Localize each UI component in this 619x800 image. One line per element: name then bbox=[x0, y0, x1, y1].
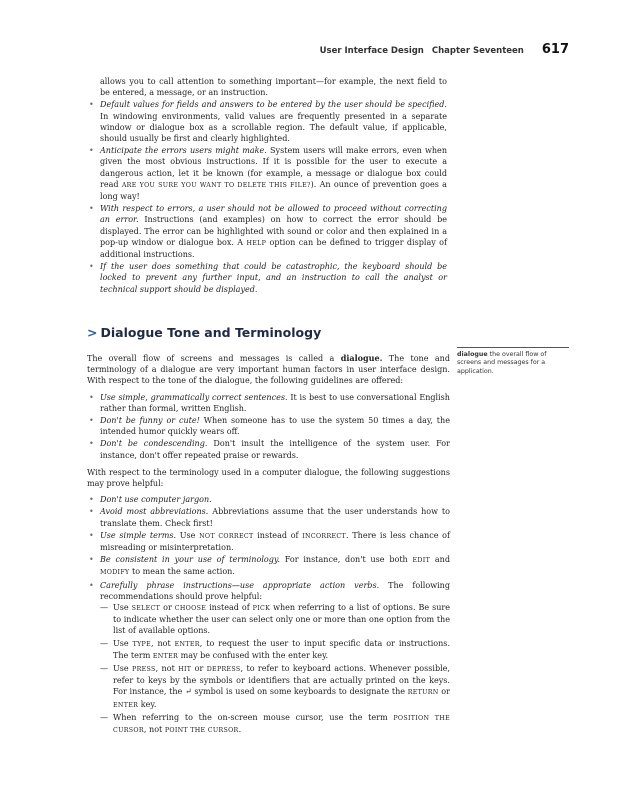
definition-text: the overall flow of screens and messages for a application. bbox=[457, 351, 547, 375]
guideline-body: . There is less chance of misreading or misinterpretation. bbox=[100, 530, 451, 553]
guideline-body: System users will make errors, even when given the most obvious instructions. If it is possible for the user to execute a dangerous action, let it be known (for example, a message or dialogue box could read bbox=[100, 146, 448, 189]
paragraph-text: The overall flow of screens and messages is called a bbox=[87, 354, 341, 363]
list-item bbox=[100, 415, 450, 437]
list-item bbox=[113, 638, 450, 662]
guideline-body: Instructions (and examples) on how to correct the error should be displayed. The error can be highlighted with sound or color and then explained in a pop-up window or dialogue box. A bbox=[100, 215, 447, 247]
list-item bbox=[113, 712, 450, 736]
small-caps-term: ENTER bbox=[113, 701, 139, 709]
guideline-body: instead of bbox=[253, 530, 303, 540]
chapter-label: Chapter Seventeen bbox=[431, 46, 524, 56]
guideline-lead: With respect to errors, a user should not be allowed to proceed without correcting an error. bbox=[100, 204, 447, 225]
rec-text: Use bbox=[113, 664, 133, 674]
small-caps-term: POSITION THE CURSOR bbox=[113, 714, 450, 735]
list-item bbox=[113, 663, 450, 711]
small-caps-term: CHOOSE bbox=[174, 605, 207, 613]
page-number: 617 bbox=[541, 42, 569, 57]
guideline-body: It is best to use conversational English rather than formal, written English. bbox=[100, 392, 450, 413]
list-item bbox=[100, 261, 447, 295]
guideline-body: to mean the same action. bbox=[129, 567, 235, 577]
small-caps-term: INCORRECT bbox=[302, 532, 347, 540]
tone-list bbox=[87, 392, 450, 461]
rec-text: Use bbox=[113, 603, 132, 613]
guideline-body: Abbreviations assume that the user understands how to translate them. Check first! bbox=[100, 507, 450, 528]
small-caps-term: ENTER bbox=[152, 652, 179, 660]
list-item bbox=[100, 99, 447, 144]
rec-text: symbol is used on some keyboards to designate the bbox=[191, 687, 408, 697]
return-key-icon: ↵ bbox=[184, 687, 192, 697]
book-title: User Interface Design bbox=[319, 46, 424, 56]
guideline-body: Don't insult the intelligence of the system user. For instance, don't offer repeated praise or rewards. bbox=[100, 439, 450, 460]
rec-text: , to refer to keyboard actions. Whenever possible, refer to keys by the symbols or identifiers that are actually printed on the keys. For instance, the bbox=[113, 664, 450, 697]
list-item bbox=[100, 145, 447, 202]
list-item bbox=[113, 602, 450, 637]
guideline-lead: Be consistent in your use of terminology. bbox=[100, 555, 280, 565]
guideline-body: The following recommendations should prove helpful: bbox=[100, 580, 450, 601]
list-item bbox=[100, 438, 450, 460]
guideline-lead: Don't be condescending. bbox=[100, 439, 208, 449]
rec-text: , not bbox=[155, 664, 179, 674]
guideline-body: For instance, don't use both bbox=[279, 555, 413, 565]
rec-text: , to request the user to input specific data or instructions. The term bbox=[113, 638, 450, 660]
small-caps-term: RETURN bbox=[407, 689, 439, 697]
guideline-body: When someone has to use the system 50 times a day, the intended humor quickly wears off. bbox=[100, 416, 450, 437]
section-heading-text: Dialogue Tone and Terminology bbox=[100, 325, 322, 340]
small-caps-term: SELECT bbox=[131, 605, 161, 613]
small-caps-term: MODIFY bbox=[100, 569, 130, 577]
paragraph: With respect to the terminology used in a computer dialogue, the following suggestions may prove helpful: bbox=[87, 467, 450, 489]
small-caps-term: PICK bbox=[252, 605, 271, 613]
top-text-block bbox=[87, 76, 447, 301]
bold-term: dialogue. bbox=[340, 353, 383, 363]
section-heading bbox=[87, 325, 321, 340]
guideline-lead: Anticipate the errors users might make. bbox=[100, 146, 267, 156]
guideline-lead: Don't be funny or cute! bbox=[100, 416, 200, 426]
rec-text: may be confused with the enter key. bbox=[178, 650, 329, 660]
list-item bbox=[100, 392, 450, 414]
small-caps-term: POINT THE CURSOR bbox=[164, 727, 239, 735]
small-caps-term: DEPRESS bbox=[206, 666, 241, 674]
list-item bbox=[100, 494, 450, 505]
terminology-list bbox=[87, 494, 450, 736]
guideline-lead: If the user does something that could be catastrophic, the keyboard should be locked to prevent any further input, and an instruction to call the analyst or technical support should be displayed. bbox=[100, 262, 447, 294]
guideline-list bbox=[87, 76, 447, 295]
rec-text: , not bbox=[150, 638, 175, 648]
list-item bbox=[100, 530, 450, 553]
small-caps-term: ENTER bbox=[174, 640, 200, 648]
list-item bbox=[100, 76, 447, 98]
guideline-lead: Carefully phrase instructions—use appropriate action verbs. bbox=[100, 580, 380, 590]
margin-definition bbox=[457, 347, 569, 376]
running-header bbox=[90, 42, 569, 57]
list-item bbox=[100, 203, 447, 260]
guideline-body: and bbox=[430, 555, 450, 565]
continuation-text: allows you to call attention to something important—for example, the next field to be entered, a message, or an instruction. bbox=[100, 77, 447, 98]
rec-text: when referring to a list of options. Be sure to indicate whether the user can select only one or more than one option from the list of available options. bbox=[113, 603, 451, 636]
list-item bbox=[100, 580, 450, 737]
rec-text: or bbox=[191, 664, 207, 674]
verb-recommendation-list bbox=[100, 602, 450, 736]
guideline-body: option can be defined to trigger display of additional instructions. bbox=[100, 237, 447, 260]
small-caps-term: NOT CORRECT bbox=[199, 532, 254, 540]
rec-text: Use bbox=[113, 638, 133, 648]
rec-text: . bbox=[238, 725, 242, 735]
guideline-body: In windowing environments, valid values are frequently presented in a separate window or dialogue box as a scrollable region. The default value, if applicable, should usually be first and clearly highlighted. bbox=[100, 111, 447, 144]
guideline-lead: Don't use computer jargon. bbox=[100, 495, 212, 505]
rec-text: key. bbox=[138, 699, 157, 709]
small-caps-term: HIT bbox=[178, 666, 192, 674]
small-caps-term: ARE YOU SURE YOU WANT TO DELETE THIS FILE? bbox=[121, 181, 311, 189]
paragraph bbox=[87, 353, 450, 387]
rec-text: , not bbox=[143, 725, 165, 735]
list-item bbox=[100, 506, 450, 528]
small-caps-term: TYPE bbox=[132, 640, 151, 648]
small-caps-term: PRESS bbox=[132, 666, 156, 674]
section-body bbox=[87, 353, 450, 742]
rec-text: When referring to the on-screen mouse cursor, use the term bbox=[113, 712, 394, 722]
definition-term: dialogue bbox=[457, 351, 488, 358]
guideline-lead: Default values for fields and answers to be entered by the user should be specified. bbox=[100, 100, 447, 110]
paragraph-text: The tone and terminology of a dialogue are very important human factors in user interface design. With respect to the tone of the dialogue, the following guidelines are offered: bbox=[87, 354, 450, 386]
guideline-body: ). An ounce of prevention goes a long way! bbox=[100, 179, 447, 202]
list-item bbox=[100, 554, 450, 578]
guideline-body: Use bbox=[176, 530, 200, 540]
guideline-lead: Avoid most abbreviations. bbox=[100, 507, 209, 517]
rec-text: or bbox=[160, 603, 175, 613]
small-caps-term: HELP bbox=[246, 239, 267, 247]
guideline-lead: Use simple terms. bbox=[100, 530, 177, 540]
rec-text: instead of bbox=[206, 603, 253, 613]
rec-text: or bbox=[438, 687, 450, 697]
guideline-lead: Use simple, grammatically correct sentences. bbox=[100, 392, 288, 402]
small-caps-term: EDIT bbox=[412, 557, 431, 565]
chevron-right-icon: > bbox=[87, 325, 98, 340]
